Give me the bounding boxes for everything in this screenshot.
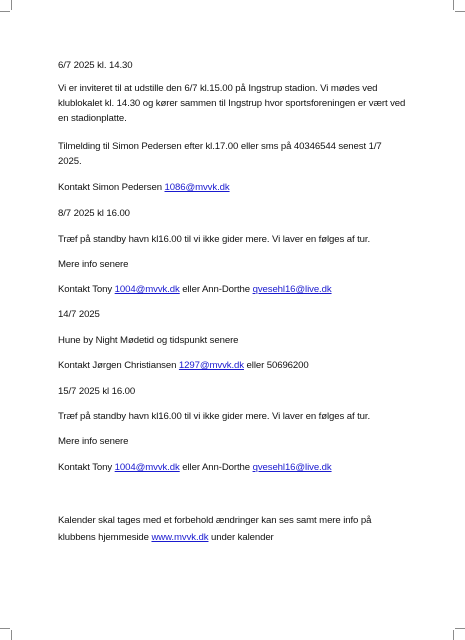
contact-label: eller Ann-Dorthe [179,462,253,473]
disclaimer-text: under kalender [208,532,274,543]
contact-line-3 [58,358,410,373]
event-date-1: 6/7 2025 kl. 14.30 [58,60,133,71]
email-link[interactable]: qvesehl16@live.dk [252,462,332,473]
crop-mark [455,628,465,629]
event-description-3: Hune by Night Mødetid og tidspunkt senere [58,335,239,346]
crop-mark [453,0,454,10]
event-date-3: 14/7 2025 [58,309,100,320]
event-description-4: Træf på standby havn kl16.00 til vi ikke gider mere. Vi laver en følges af tur. [58,411,371,422]
event-description-2: Træf på standby havn kl16.00 til vi ikke gider mere. Vi laver en følges af tur. [58,234,371,245]
event-description-1: Vi er inviteret til at udstille den 6/7 kl.15.00 på Ingstrup stadion. Vi mødes ved klublokalet kl. 14.30 og kører sammen til Ingstrup hvor sportsforeningen er vært ved en stadionplatte. [58,83,406,124]
contact-line-2 [58,282,410,297]
contact-label: Kontakt Jørgen Christiansen [58,360,179,371]
phone-text: eller 50696200 [243,360,309,371]
crop-mark [455,11,465,12]
contact-label: Kontakt Tony [58,284,115,295]
event-date-2: 8/7 2025 kl 16.00 [58,208,130,219]
registration-info: Tilmelding til Simon Pedersen efter kl.17.00 eller sms på 40346544 senest 1/7 2025. [58,141,382,167]
email-link[interactable]: 1086@mvvk.dk [164,182,230,193]
crop-mark [11,0,12,10]
website-link[interactable]: www.mvvk.dk [151,532,209,543]
email-link[interactable]: qvesehl16@live.dk [252,284,332,295]
contact-label: Kontakt Tony [58,462,115,473]
more-info-note: Mere info senere [58,436,129,447]
contact-line-1 [58,180,410,195]
more-info-note: Mere info senere [58,259,129,270]
contact-line-4 [58,460,410,475]
event-date-4: 15/7 2025 kl 16.00 [58,386,136,397]
email-link[interactable]: 1297@mvvk.dk [178,360,244,371]
contact-label: Kontakt Simon Pedersen [58,182,165,193]
disclaimer-text: Kalender skal tages med et forbehold ændringer kan ses samt mere info på klubbens hjemmeside [58,515,372,543]
email-link[interactable]: 1004@mvvk.dk [114,284,180,295]
crop-mark [0,628,10,629]
contact-label: eller Ann-Dorthe [179,284,253,295]
email-link[interactable]: 1004@mvvk.dk [114,462,180,473]
crop-mark [11,630,12,640]
crop-mark [0,11,10,12]
crop-mark [453,630,454,640]
calendar-disclaimer [58,512,400,546]
